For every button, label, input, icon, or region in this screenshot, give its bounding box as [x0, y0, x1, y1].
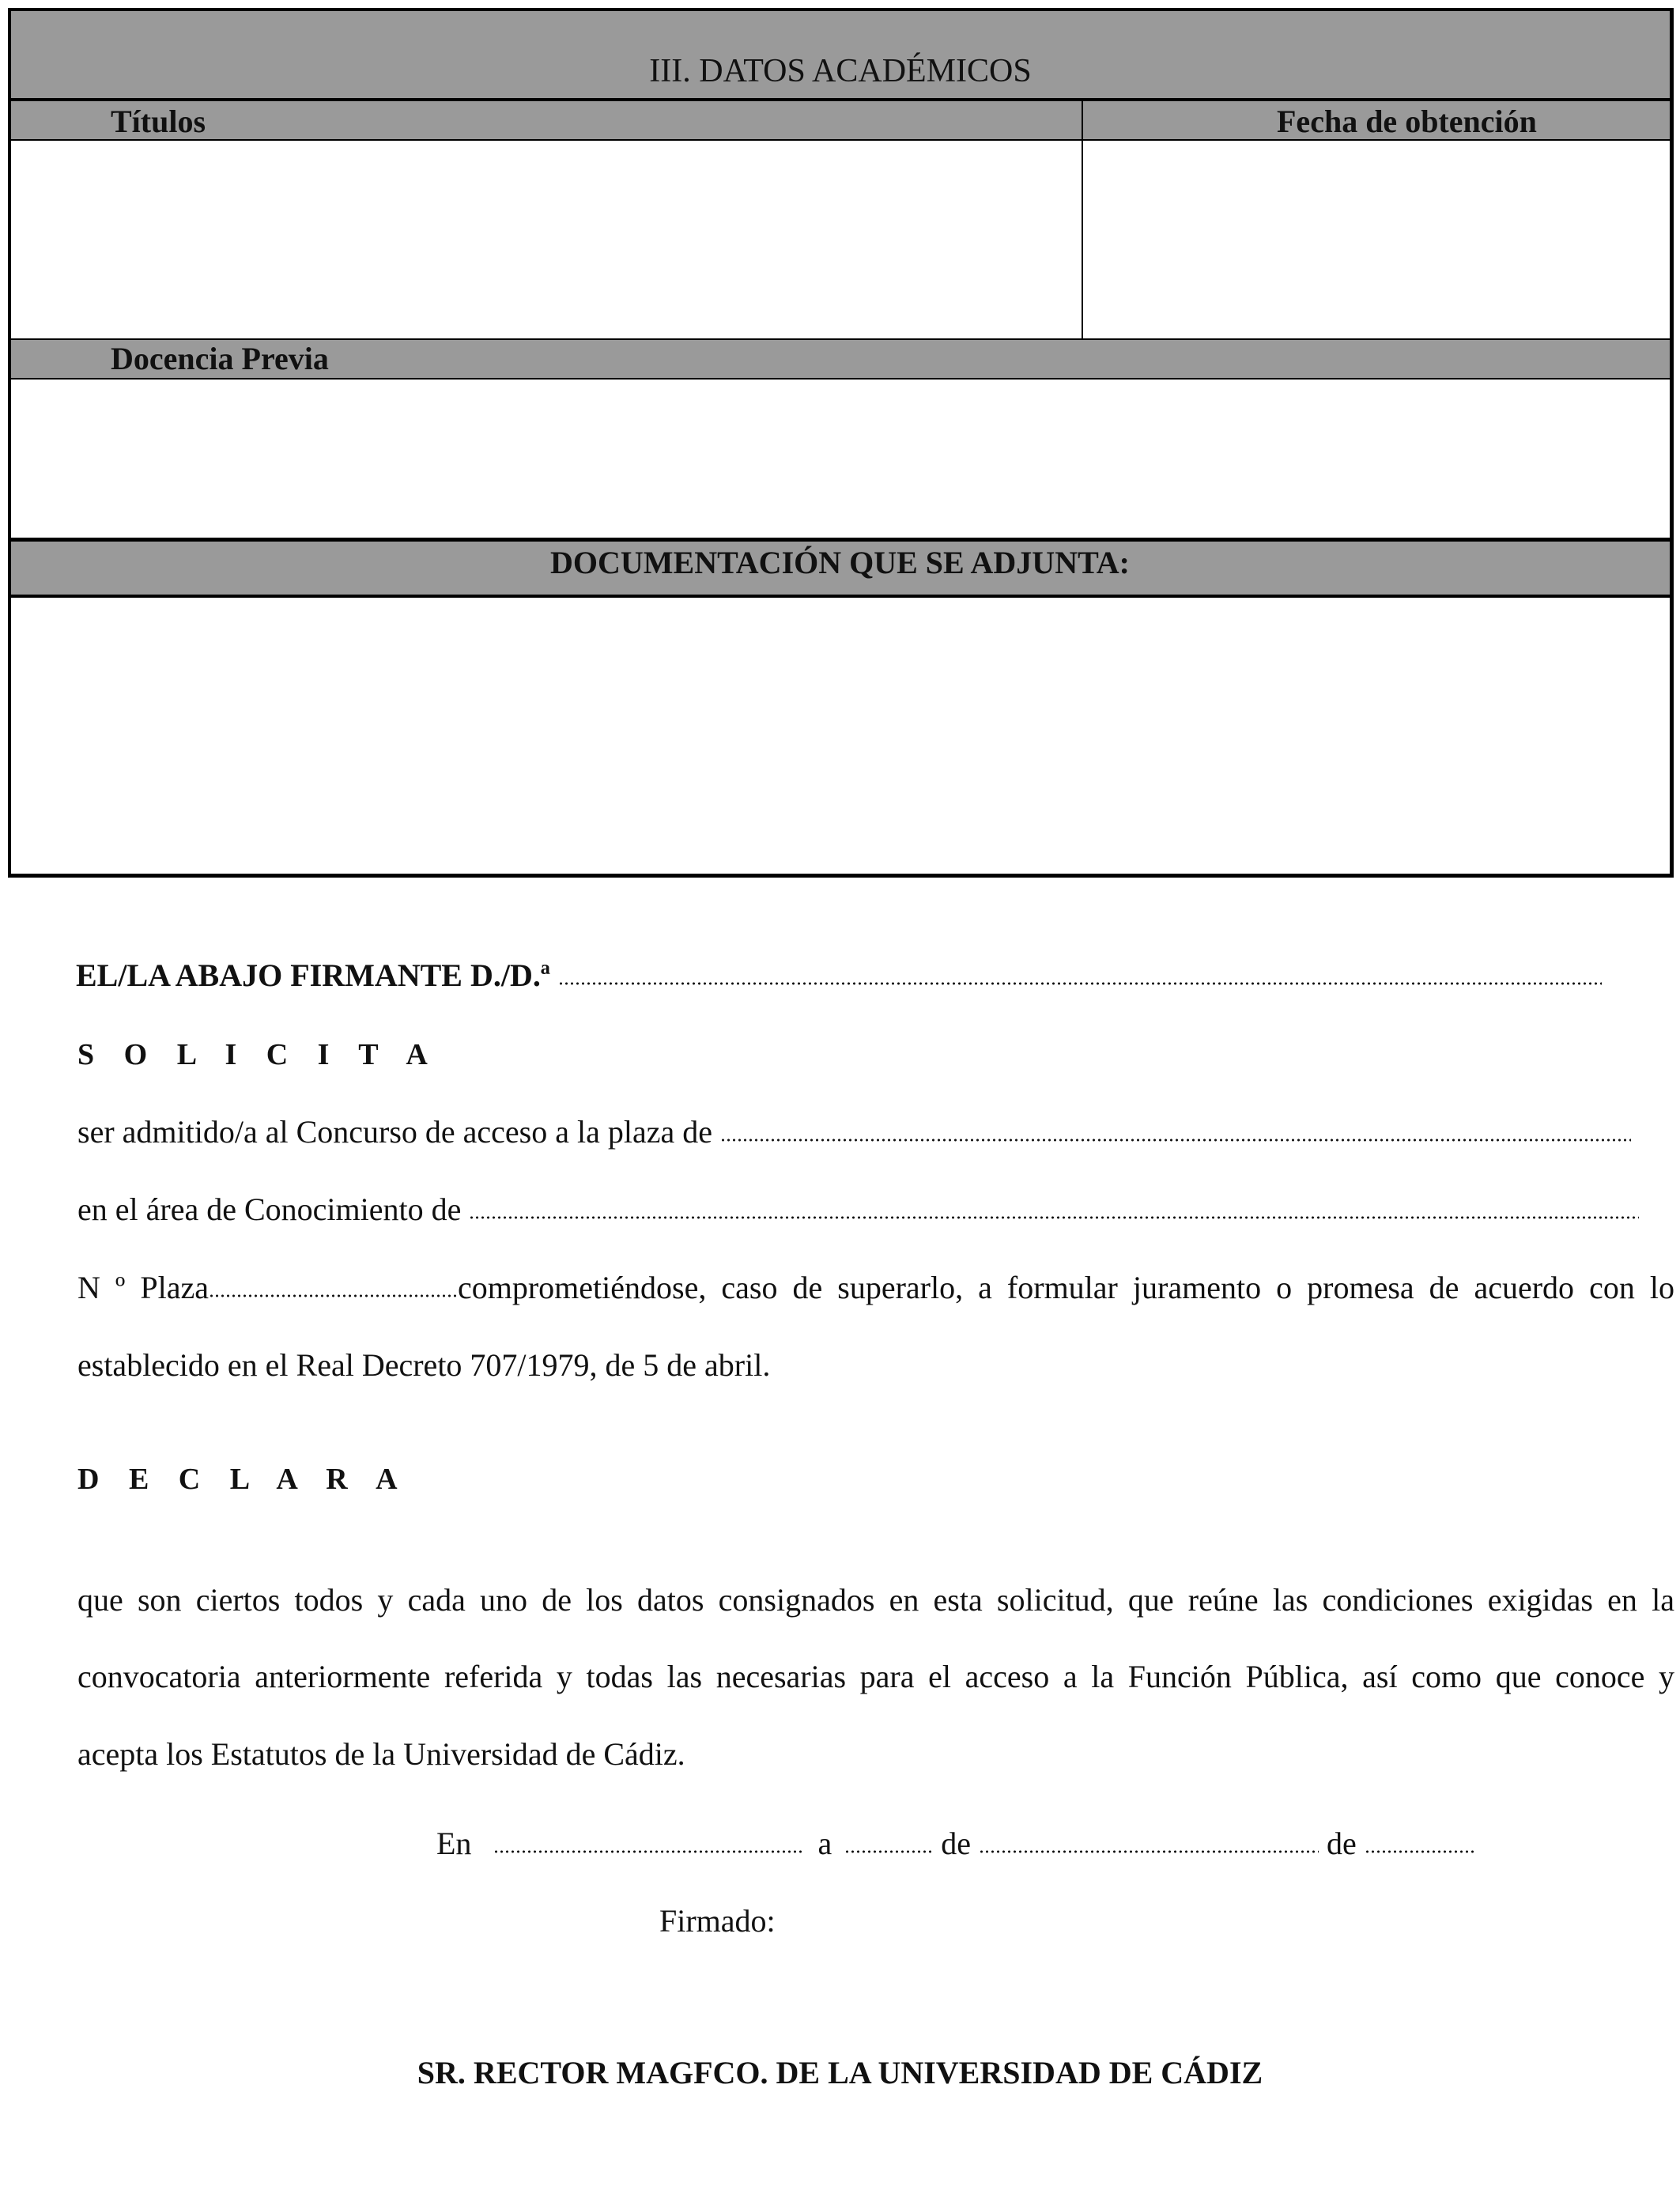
addressee: SR. RECTOR MAGFCO. DE LA UNIVERSIDAD DE CÁDIZ	[417, 2055, 1263, 2090]
decreto-line: establecido en el Real Decreto 707/1979, de 5 de abril.	[77, 1347, 771, 1383]
plaza-line	[77, 1113, 1631, 1151]
section-title: III. DATOS ACADÉMICOS	[649, 53, 1032, 89]
firmante-line	[76, 957, 1602, 995]
documentacion-label: DOCUMENTACIÓN QUE SE ADJUNTA:	[549, 545, 1130, 580]
date-place-line	[436, 1825, 1475, 1863]
area-line	[77, 1191, 1639, 1229]
docencia-previa-label: Docencia Previa	[111, 341, 329, 376]
firmante-name-field[interactable]	[558, 981, 1602, 986]
declara-line-1: que son ciertos todos y cada uno de los datos consignados en esta solicitud, que reúne las condiciones exigidas en la	[77, 1582, 1674, 1618]
firmado-label: Firmado:	[659, 1903, 776, 1939]
titulos-label: Títulos	[111, 104, 206, 139]
area-label: en el área de Conocimiento de	[77, 1191, 462, 1227]
docencia-previa-field[interactable]	[11, 380, 1670, 538]
plaza-label: ser admitido/a al Concurso de acceso a la plaza de	[77, 1114, 712, 1150]
year-field[interactable]	[1365, 1849, 1475, 1854]
titulos-field[interactable]	[11, 141, 1082, 338]
date-de1-label: de	[941, 1826, 971, 1861]
column-divider	[1082, 98, 1083, 339]
solicita-heading: S O L I C I T A	[77, 1038, 439, 1071]
documentacion-field[interactable]	[11, 598, 1670, 874]
month-field[interactable]	[979, 1849, 1319, 1854]
day-field[interactable]	[844, 1849, 933, 1854]
date-en-label: En	[436, 1826, 472, 1861]
fecha-obtencion-field[interactable]	[1083, 141, 1670, 338]
date-de2-label: de	[1326, 1826, 1357, 1861]
nplaza-commitment-text: comprometiéndose, caso de superarlo, a formular juramento o promesa de acuerdo con lo	[457, 1270, 1674, 1305]
date-a-label: a	[817, 1826, 832, 1861]
nplaza-line	[77, 1269, 1674, 1307]
place-field[interactable]	[493, 1849, 802, 1854]
nplaza-label: N º Plaza	[77, 1270, 209, 1305]
firmante-label: EL/LA ABAJO FIRMANTE D./D.ª	[76, 957, 550, 993]
declara-heading: D E C L A R A	[77, 1463, 409, 1496]
section-header	[11, 11, 1670, 98]
area-field[interactable]	[469, 1215, 1639, 1220]
nplaza-field[interactable]	[209, 1293, 458, 1298]
fecha-obtencion-label: Fecha de obtención	[1277, 104, 1537, 139]
declara-line-3: acepta los Estatutos de la Universidad de Cádiz.	[77, 1736, 685, 1772]
declara-line-2: convocatoria anteriormente referida y todas las necesarias para el acceso a la Función Pública, así como que conoce y	[77, 1659, 1674, 1694]
plaza-field[interactable]	[720, 1138, 1631, 1142]
